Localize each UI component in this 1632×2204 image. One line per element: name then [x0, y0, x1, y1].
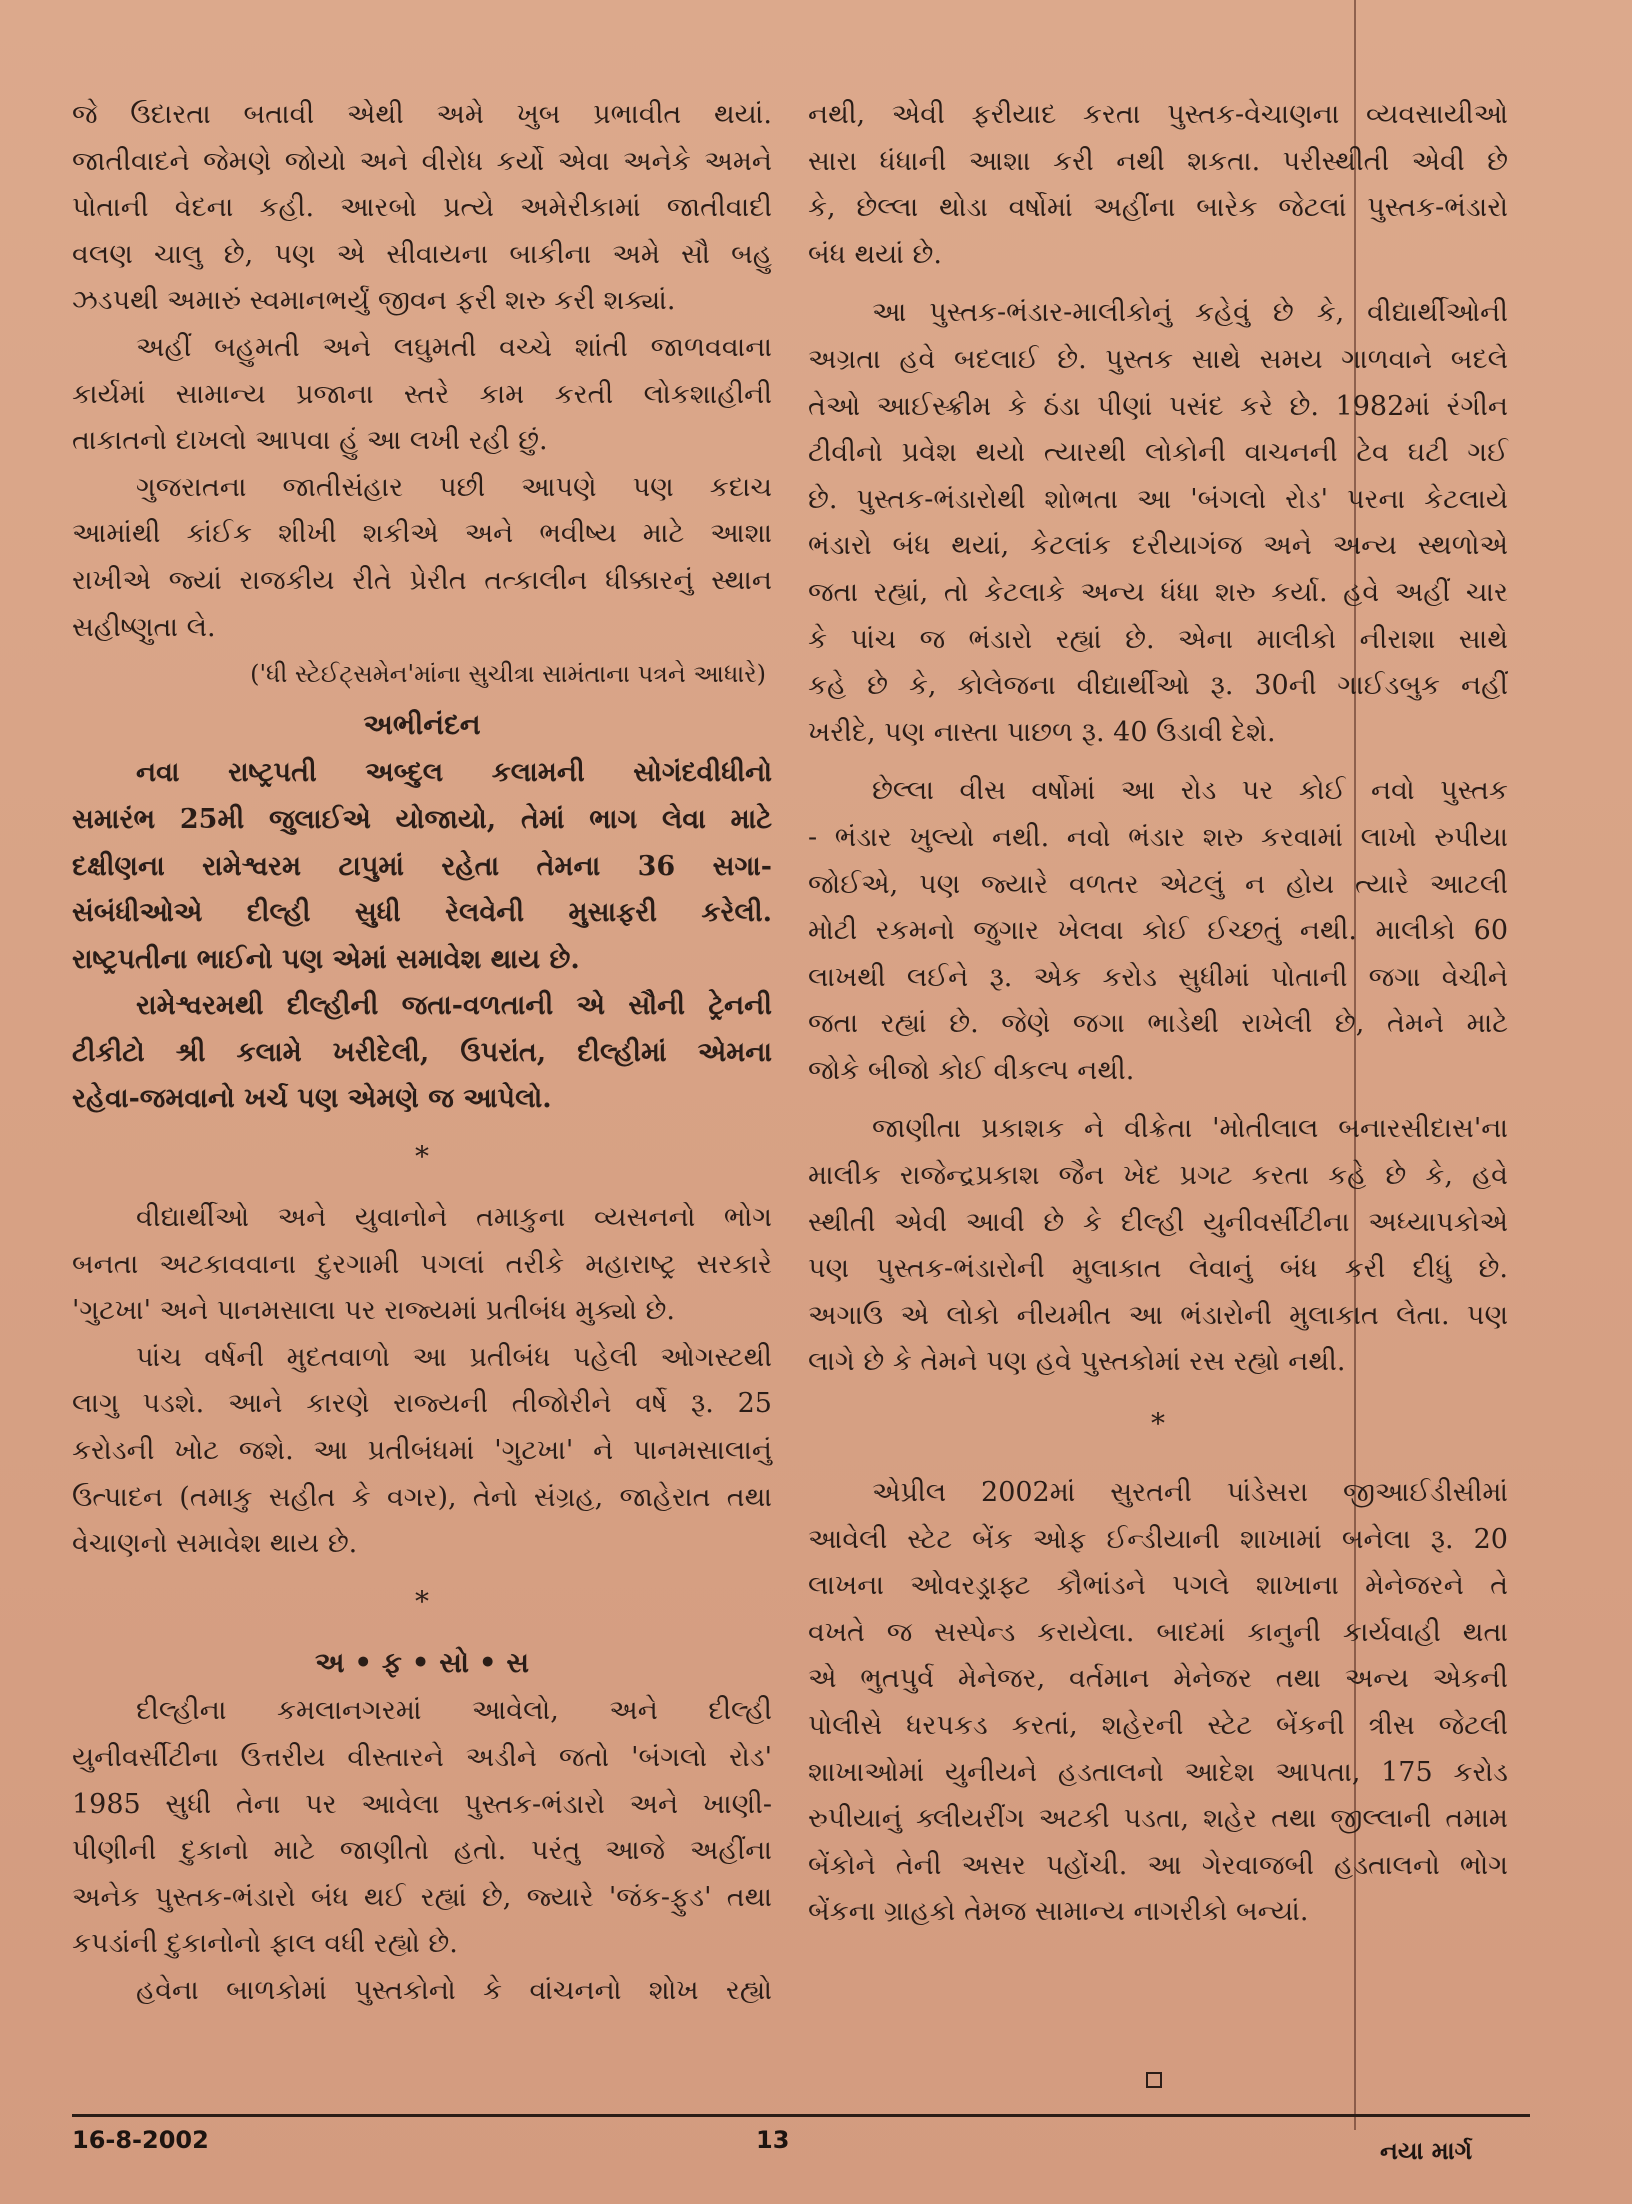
text-line: પણ પુસ્તક-ભંડારોની મુલાકાત લેવાનું બંધ કરી દીધું છે. — [808, 1253, 1508, 1285]
text-line: શાખાઓમાં યુનીયને હડતાલનો આદેશ આપતા, 175 કરોડ — [808, 1756, 1508, 1788]
text-line: નથી, એવી ફરીયાદ કરતા પુસ્તક-વેચાણના વ્યવસાયીઓ — [808, 99, 1508, 130]
text-line: એ ભુતપુર્વ મેનેજર, વર્તમાન મેનેજર તથા અન્ય એકની — [808, 1663, 1508, 1695]
footer-date: 16-8-2002 — [72, 2126, 209, 2154]
text-line: - ભંડાર ખુલ્યો નથી. નવો ભંડાર શરુ કરવામાં લાખો રુપીયા — [808, 821, 1508, 853]
text-line: ઉત્પાદન (તમાકુ સહીત કે વગર), તેનો સંગ્રહ, જાહેરાત તથા — [72, 1481, 772, 1513]
text-line: હવેના બાળકોમાં પુસ્તકોનો કે વાંચનનો શોખ રહ્યો — [136, 1974, 772, 2006]
text-line: આ પુસ્તક-ભંડાર-માલીકોનું કહેવું છે કે, વીદ્યાર્થીઓની — [872, 297, 1508, 329]
text-line: વલણ ચાલુ છે, પણ એ સીવાયના બાકીના અમે સૌ બહુ — [72, 238, 772, 270]
text-line: લાખથી લઈને રૂ. એક કરોડ સુધીમાં પોતાની જગા વેચીને — [808, 961, 1508, 993]
right-column — [808, 92, 1508, 1936]
text-line: ગુજરાતના જાતીસંહાર પછી આપણે પણ કદાચ — [136, 471, 772, 503]
text-line: કહે છે કે, કોલેજના વીદ્યાર્થીઓ રૂ. 30ની ગાઈડબુક નહીં — [808, 670, 1508, 702]
text-line: કે પાંચ જ ભંડારો રહ્યાં છે. એના માલીકો નીરાશા સાથે — [808, 623, 1508, 655]
text-line: સંબંધીઓએ દીલ્હી સુધી રેલવેની મુસાફરી કરેલી. — [72, 897, 772, 929]
text-line: 'ગુટખા' અને પાનમસાલા પર રાજ્યમાં પ્રતીબંધ મુક્યો છે. — [72, 1295, 676, 1327]
paragraph-democracy — [72, 325, 772, 465]
text-line: સારા ધંધાની આશા કરી નથી શકતા. પરીસ્થીતી એવી છે — [808, 145, 1508, 177]
section-separator: * — [415, 1140, 429, 1174]
text-line: કે, છેલ્લા થોડા વર્ષોમાં અહીંના બારેક જેટલાં પુસ્તક-ભંડારો — [808, 192, 1508, 224]
text-line: ઝડપથી અમારું સ્વમાનભર્યું જીવન ફરી શરુ કરી શક્યાં. — [72, 285, 676, 317]
text-line: વીદ્યાર્થીઓ અને યુવાનોને તમાકુના વ્યસનનો ભોગ — [136, 1202, 772, 1234]
text-line: સહીષ્ણુતા લે. — [72, 611, 216, 643]
paragraph-kalam — [72, 750, 772, 983]
text-line: જતા રહ્યાં છે. જેણે જગા ભાડેથી રાખેલી છે, તેમને માટે — [808, 1008, 1508, 1040]
text-line: પોતાની વેદના કહી. આરબો પ્રત્યે અમેરીકામાં જાતીવાદી — [72, 192, 772, 224]
text-line: રાષ્ટ્રપતીના ભાઈનો પણ એમાં સમાવેશ થાય છે. — [72, 943, 580, 975]
text-line: બેંકોને તેની અસર પહોંચી. આ ગેરવાજબી હડતાલનો ભોગ — [808, 1849, 1508, 1881]
text-line: વખતે જ સસ્પેન્ડ કરાયેલા. બાદમાં કાનુની કાર્યવાહી થતા — [808, 1616, 1508, 1648]
text-line: જાતીવાદને જેમણે જોયો અને વીરોધ કર્યો એવા અનેકે અમને — [72, 145, 772, 177]
text-line: જોકે બીજો કોઈ વીકલ્પ નથી. — [808, 1054, 1135, 1086]
text-line: લાગે છે કે તેમને પણ હવે પુસ્તકોમાં રસ રહ્યો નથી. — [808, 1346, 1346, 1378]
text-line: અગાઉ એ લોકો નીયમીત આ ભંડારોની મુલાકાત લેતા. પણ — [808, 1299, 1508, 1331]
left-column — [72, 92, 772, 2015]
paragraph-owners — [808, 290, 1508, 756]
paragraph-gutkha — [72, 1195, 772, 1335]
paragraph-ban — [72, 1335, 772, 1568]
text-line: લાખના ઓવરડ્રાફ્ટ કૌભાંડને પગલે શાખાના મેનેજરને તે — [808, 1570, 1508, 1602]
text-line: સ્થીતી એવી આવી છે કે દીલ્હી યુનીવર્સીટીના અધ્યાપકોએ — [808, 1206, 1508, 1238]
text-line: કપડાંની દુકાનોનો ફાલ વધી રહ્યો છે. — [72, 1928, 458, 1960]
text-line: ટીવીનો પ્રવેશ થયો ત્યારથી લોકોની વાચનની ટેવ ઘટી ગઈ — [808, 437, 1508, 469]
section-heading-abhinandan: અભીનંદન — [363, 707, 481, 741]
text-line: માલીક રાજેન્દ્રપ્રકાશ જૈન ખેદ પ્રગટ કરતા કહે છે કે, હવે — [808, 1160, 1508, 1192]
paragraph-dignity — [72, 92, 772, 325]
paragraph-bank-strike — [808, 1470, 1508, 1936]
text-line: કરોડની ખોટ જશે. આ પ્રતીબંધમાં 'ગુટખા' ને પાનમસાલાનું — [72, 1435, 772, 1467]
text-line: કાર્યમાં સામાન્ય પ્રજાના સ્તરે કામ કરતી લોકશાહીની — [72, 378, 772, 410]
text-line: લાગુ પડશે. આને કારણે રાજ્યની તીજોરીને વર્ષે રૂ. 25 — [72, 1388, 772, 1420]
footer-rule — [72, 2114, 1530, 2117]
text-line: તેઓ આઈસ્ક્રીમ કે ઠંડા પીણાં પસંદ કરે છે. 1982માં રંગીન — [808, 390, 1508, 422]
paragraph-new-store — [808, 768, 1508, 1094]
source-citation: ('ધી સ્ટેઈટ્સમેન'માંના સુચીત્રા સામંતાના પત્રને આધારે) — [250, 660, 766, 689]
magazine-name: નયા માર્ગ — [1380, 2136, 1473, 2165]
text-line: યુનીવર્સીટીના ઉત્તરીય વીસ્તારને અડીને જતો 'બંગલો રોડ' — [72, 1742, 772, 1773]
text-line: ખરીદે, પણ નાસ્તા પાછળ રૂ. 40 ઉડાવી દેશે. — [808, 716, 1276, 748]
text-line: જતા રહ્યાં, તો કેટલાકે અન્ય ધંધા શરુ કર્યા. હવે અહીં ચાર — [808, 576, 1508, 608]
text-line: મોટી રકમનો જુગાર ખેલવા કોઈ ઈચ્છતું નથી. માલીકો 60 — [808, 915, 1508, 947]
text-line: ટીકીટો શ્રી કલામે ખરીદેલી, ઉપરાંત, દીલ્હીમાં એમના — [72, 1036, 772, 1068]
text-line: છે. પુસ્તક-ભંડારોથી શોભતા આ 'બંગલો રોડ' પરના કેટલાયે — [808, 483, 1508, 515]
text-line: દીલ્હીના કમલાનગરમાં આવેલો, અને દીલ્હી — [136, 1695, 772, 1727]
text-line: છેલ્લા વીસ વર્ષોમાં આ રોડ પર કોઈ નવો પુસ્તક — [872, 775, 1508, 807]
text-line: જોઈએ, પણ જ્યારે વળતર એટલું ન હોય ત્યારે આટલી — [808, 868, 1508, 900]
text-line: જે ઉદારતા બતાવી એથી અમે ખુબ પ્રભાવીત થયાં. — [72, 99, 772, 130]
paragraph-tickets — [72, 983, 772, 1123]
text-line: જાણીતા પ્રકાશક ને વીક્રેતા 'મોતીલાલ બનારસીદાસ'ના — [872, 1113, 1508, 1145]
text-line: અનેક પુસ્તક-ભંડારો બંધ થઈ રહ્યાં છે, જ્યારે 'જંક-ફુડ' તથા — [72, 1881, 772, 1913]
section-separator: * — [1151, 1407, 1165, 1441]
paragraph-gujarat — [72, 465, 772, 651]
text-line: સમારંભ 25મી જુલાઈએ યોજાયો, તેમાં ભાગ લેવા માટે — [72, 803, 772, 835]
text-line: રામેશ્વરમથી દીલ્હીની જતા-વળતાની એ સૌની ટ્રેનની — [136, 990, 772, 1022]
text-line: રાખીએ જ્યાં રાજકીય રીતે પ્રેરીત તત્કાલીન ધીક્કારનું સ્થાન — [72, 564, 772, 596]
text-line: દક્ષીણના રામેશ્વરમ ટાપુમાં રહેતા તેમના 36 સગા- — [72, 850, 772, 882]
text-line: બનતા અટકાવવાના દુરગામી પગલાં તરીકે મહારાષ્ટ્ર સરકારે — [72, 1248, 772, 1280]
text-line: અગ્રતા હવે બદલાઈ છે. પુસ્તક સાથે સમય ગાળવાને બદલે — [808, 343, 1508, 375]
text-line: રહેવા-જમવાનો ખર્ચ પણ એમણે જ આપેલો. — [72, 1083, 552, 1115]
section-heading-afsos: અ • ફ • સો • સ — [314, 1645, 530, 1679]
paragraph-bungalow-road — [72, 1688, 772, 1968]
text-line: અહીં બહુમતી અને લઘુમતી વચ્ચે શાંતી જાળવવાના — [136, 331, 772, 363]
article-end-mark — [1146, 2072, 1162, 2088]
page-number: 13 — [756, 2126, 790, 2154]
text-line: બંધ થયાં છે. — [808, 238, 942, 270]
text-line: ભંડારો બંધ થયાં, કેટલાંક દરીયાગંજ અને અન્ય સ્થળોએ — [808, 530, 1508, 562]
text-line: પાંચ વર્ષની મુદતવાળો આ પ્રતીબંધ પહેલી ઓગસ્ટથી — [136, 1341, 772, 1373]
paragraph-publisher — [808, 1106, 1508, 1386]
text-line: એપ્રીલ 2002માં સુરતની પાંડેસરા જીઆઈડીસીમાં — [872, 1477, 1508, 1509]
text-line: પોલીસે ધરપકડ કરતાં, શહેરની સ્ટેટ બેંકની ત્રીસ જેટલી — [808, 1710, 1508, 1741]
text-line: તાકાતનો દાખલો આપવા હું આ લખી રહી છું. — [72, 425, 548, 457]
text-line: બેંકના ગ્રાહકો તેમજ સામાન્ય નાગરીકો બન્યાં. — [808, 1896, 1309, 1928]
paragraph-children — [72, 1968, 772, 2015]
text-line: આવેલી સ્ટેટ બેંક ઓફ ઈન્ડીયાની શાખામાં બનેલા રૂ. 20 — [808, 1523, 1508, 1555]
text-line: નવા રાષ્ટ્રપતી અબ્દુલ કલામની સોગંદવીધીનો — [136, 757, 772, 789]
section-separator: * — [415, 1584, 429, 1618]
text-line: 1985 સુધી તેના પર આવેલા પુસ્તક-ભંડારો અને ખાણી- — [72, 1788, 772, 1820]
text-line: રુપીયાનું ક્લીયરીંગ અટકી પડતા, શહેર તથા જીલ્લાની તમામ — [808, 1803, 1508, 1835]
paragraph-complaint — [808, 92, 1508, 278]
text-line: પીણીની દુકાનો માટે જાણીતો હતો. પરંતુ આજે અહીંના — [72, 1835, 772, 1867]
text-line: વેચાણનો સમાવેશ થાય છે. — [72, 1528, 358, 1560]
text-line: આમાંથી કાંઈક શીખી શકીએ અને ભવીષ્ય માટે આશા — [72, 518, 772, 550]
